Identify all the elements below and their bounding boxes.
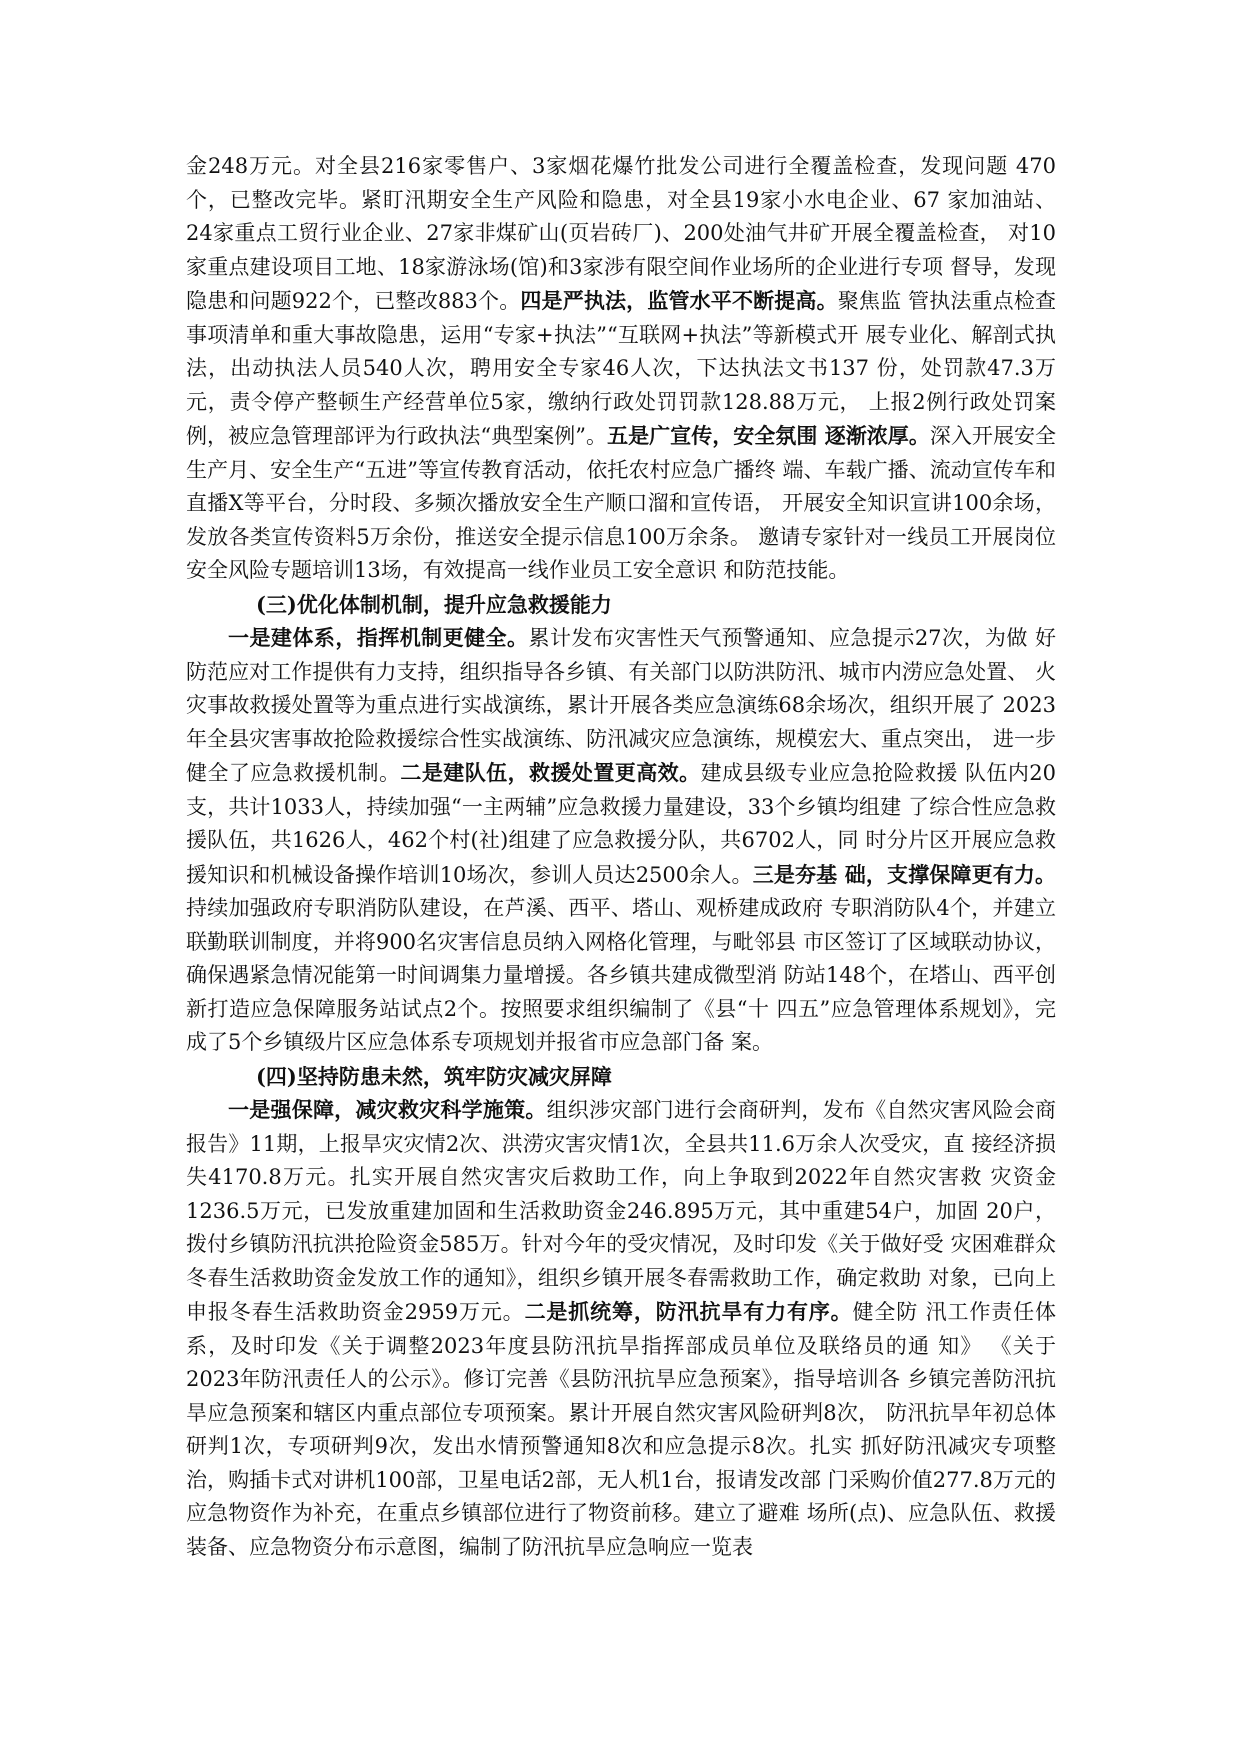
- paragraph-disaster-prevention: [186, 1093, 1056, 1564]
- bold-lead-teams: 二是建队伍，救援处置更高效。: [400, 760, 701, 785]
- text-run: 组织涉灾部门进行会商研判，发布《自然灾害风险会商报告》11期，上报旱灾灾情2次、洪涝灾害灾情1次，全县共11.6万余人次受灾，直 接经济损失4170.8万元。扎实开展自然灾害灾后救助工作，向上争取到2022年自然灾害救 灾资金1236.5万元，已发放重建加固和生活救助资金246.895万元，其中重建54户，加固 20户，拨付乡镇防汛抗洪抢险资金585万。针对今年的受灾情况，及时印发《关于做好受 灾困难群众冬春生活救助资金发放工作的通知》，组织乡镇开展冬春需救助工作，确定救助 对象，已向上申报冬春生活救助资金2959万元。: [186, 1098, 1057, 1324]
- text-run: 持续加强政府专职消防队建设，在芦溪、西平、塔山、观桥建成政府 专职消防队4个，并建立联勤联训制度，并将900名灾害信息员纳入网格化管理，与毗邻县 市区签订了区域联动协议，确保遇紧急情况能第一时间调集力量增援。各乡镇共建成微型消 防站148个，在塔山、西平创新打造应急保障服务站试点2个。按照要求组织编制了《县“十 四五”应急管理体系规划》，完成了5个乡镇级片区应急体系专项规划并报省市应急部门备 案。: [186, 896, 1056, 1054]
- text-run: 建成县级专业应急抢险救援 队伍内20支，共计1033人，持续加强“一主两辅”应急救援力量建设，33个乡镇均组建 了综合性应急救援队伍，共1626人，462个村(社)组建了应急救援分队，共6702人，同 时分片区开展应急救援知识和机械设备操作培训10场次，参训人员达2500余人。: [186, 761, 1057, 887]
- bold-lead-publicity: 五是广宣传，安全氛围 逐渐浓厚。: [607, 423, 930, 448]
- bold-lead-foundation: 三是夯基 础，支撑保障更有力。: [752, 861, 1056, 887]
- bold-lead-guarantee: 一是强保障，减灾救灾科学施策。: [228, 1097, 547, 1122]
- text-run: 累计发布灾害性天气预警通知、应急提示27次，为做 好防范应对工作提供有力支持，组织指导各乡镇、有关部门以防洪防汛、城市内涝应急处置、 火灾事故救援处置等为重点进行实战演练，累计开展各类应急演练68余场次，组织开展了 2023年全县灾害事故抢险救援综合性实战演练、防汛减灾应急演练，规模宏大、重点突出， 进一步健全了应急救援机制。: [186, 626, 1056, 785]
- text-run: 聚焦监 管执法重点检查事项清单和重大事故隐患，运用“专家+执法”“互联网+执法”等新模式开 展专业化、解剖式执法，出动执法人员540人次，聘用安全专家46人次，下达执法文书137 份，处罚款47.3万元，责令停产整顿生产经营单位5家，缴纳行政处罚罚款128.88万元， 上报2例行政处罚案例，被应急管理部评为行政执法“典型案例”。: [186, 289, 1056, 448]
- text-run: 健全防 汛工作责任体系，及时印发《关于调整2023年度县防汛抗旱指挥部成员单位及联络员的通 知》 《关于2023年防汛责任人的公示》。修订完善《县防汛抗旱应急预案》，指导培训各 乡镇完善防汛抗旱应急预案和辖区内重点部位专项预案。累计开展自然灾害风险研判8次， 防汛抗旱年初总体研判1次，专项研判9次，发出水情预警通知8次和应急提示8次。扎实 抓好防汛减灾专项整治，购插卡式对讲机100部，卫星电话2部，无人机1台，报请发改部 门采购价值277.8万元的应急物资作为补充，在重点乡镇部位进行了物资前移。建立了避难 场所(点)、应急队伍、救援装备、应急物资分布示意图，编制了防汛抗旱应急响应一览表: [186, 1300, 1057, 1559]
- section-heading-3: (三)优化体制机制，提升应急救援能力: [256, 591, 612, 617]
- bold-lead-system: 一是建体系，指挥机制更健全。: [228, 625, 529, 650]
- paragraph-inspections: [186, 150, 1056, 588]
- bold-lead-coordination: 二是抓统筹，防汛抗旱有力有序。: [524, 1299, 853, 1324]
- bold-lead-enforcement: 四是严执法，监管水平不断提高。: [520, 288, 838, 313]
- text-run: 金248万元。对全县216家零售户、3家烟花爆竹批发公司进行全覆盖检查，发现问题 470 个，已整改完毕。紧盯汛期安全生产风险和隐患，对全县19家小水电企业、67 家加油站、 24家重点工贸行业企业、27家非煤矿山(页岩砖厂)、200处油气井矿开展全覆盖检查， 对10家重点建设项目工地、18家游泳场(馆)和3家涉有限空间作业场所的企业进行专项 督导，发现隐患和问题922个，已整改883个。: [186, 154, 1056, 313]
- document-body: [186, 150, 1056, 1564]
- paragraph-rescue: [186, 621, 1056, 1060]
- text-run: 深入开展安全生产月、安全生产“五进”等宣传教育活动，依托农村应急广播终 端、车载广播、流动宣传车和直播X等平台，分时段、多频次播放安全生产顺口溜和宣传语， 开展安全知识宣讲100余场，发放各类宣传资料5万余份，推送安全提示信息100万余条。 邀请专家针对一线员工开展岗位安全风险专题培训13场，有效提高一线作业员工安全意识 和防范技能。: [186, 424, 1057, 582]
- section-heading-4: (四)坚持防患未然，筑牢防灾减灾屏障: [256, 1063, 612, 1089]
